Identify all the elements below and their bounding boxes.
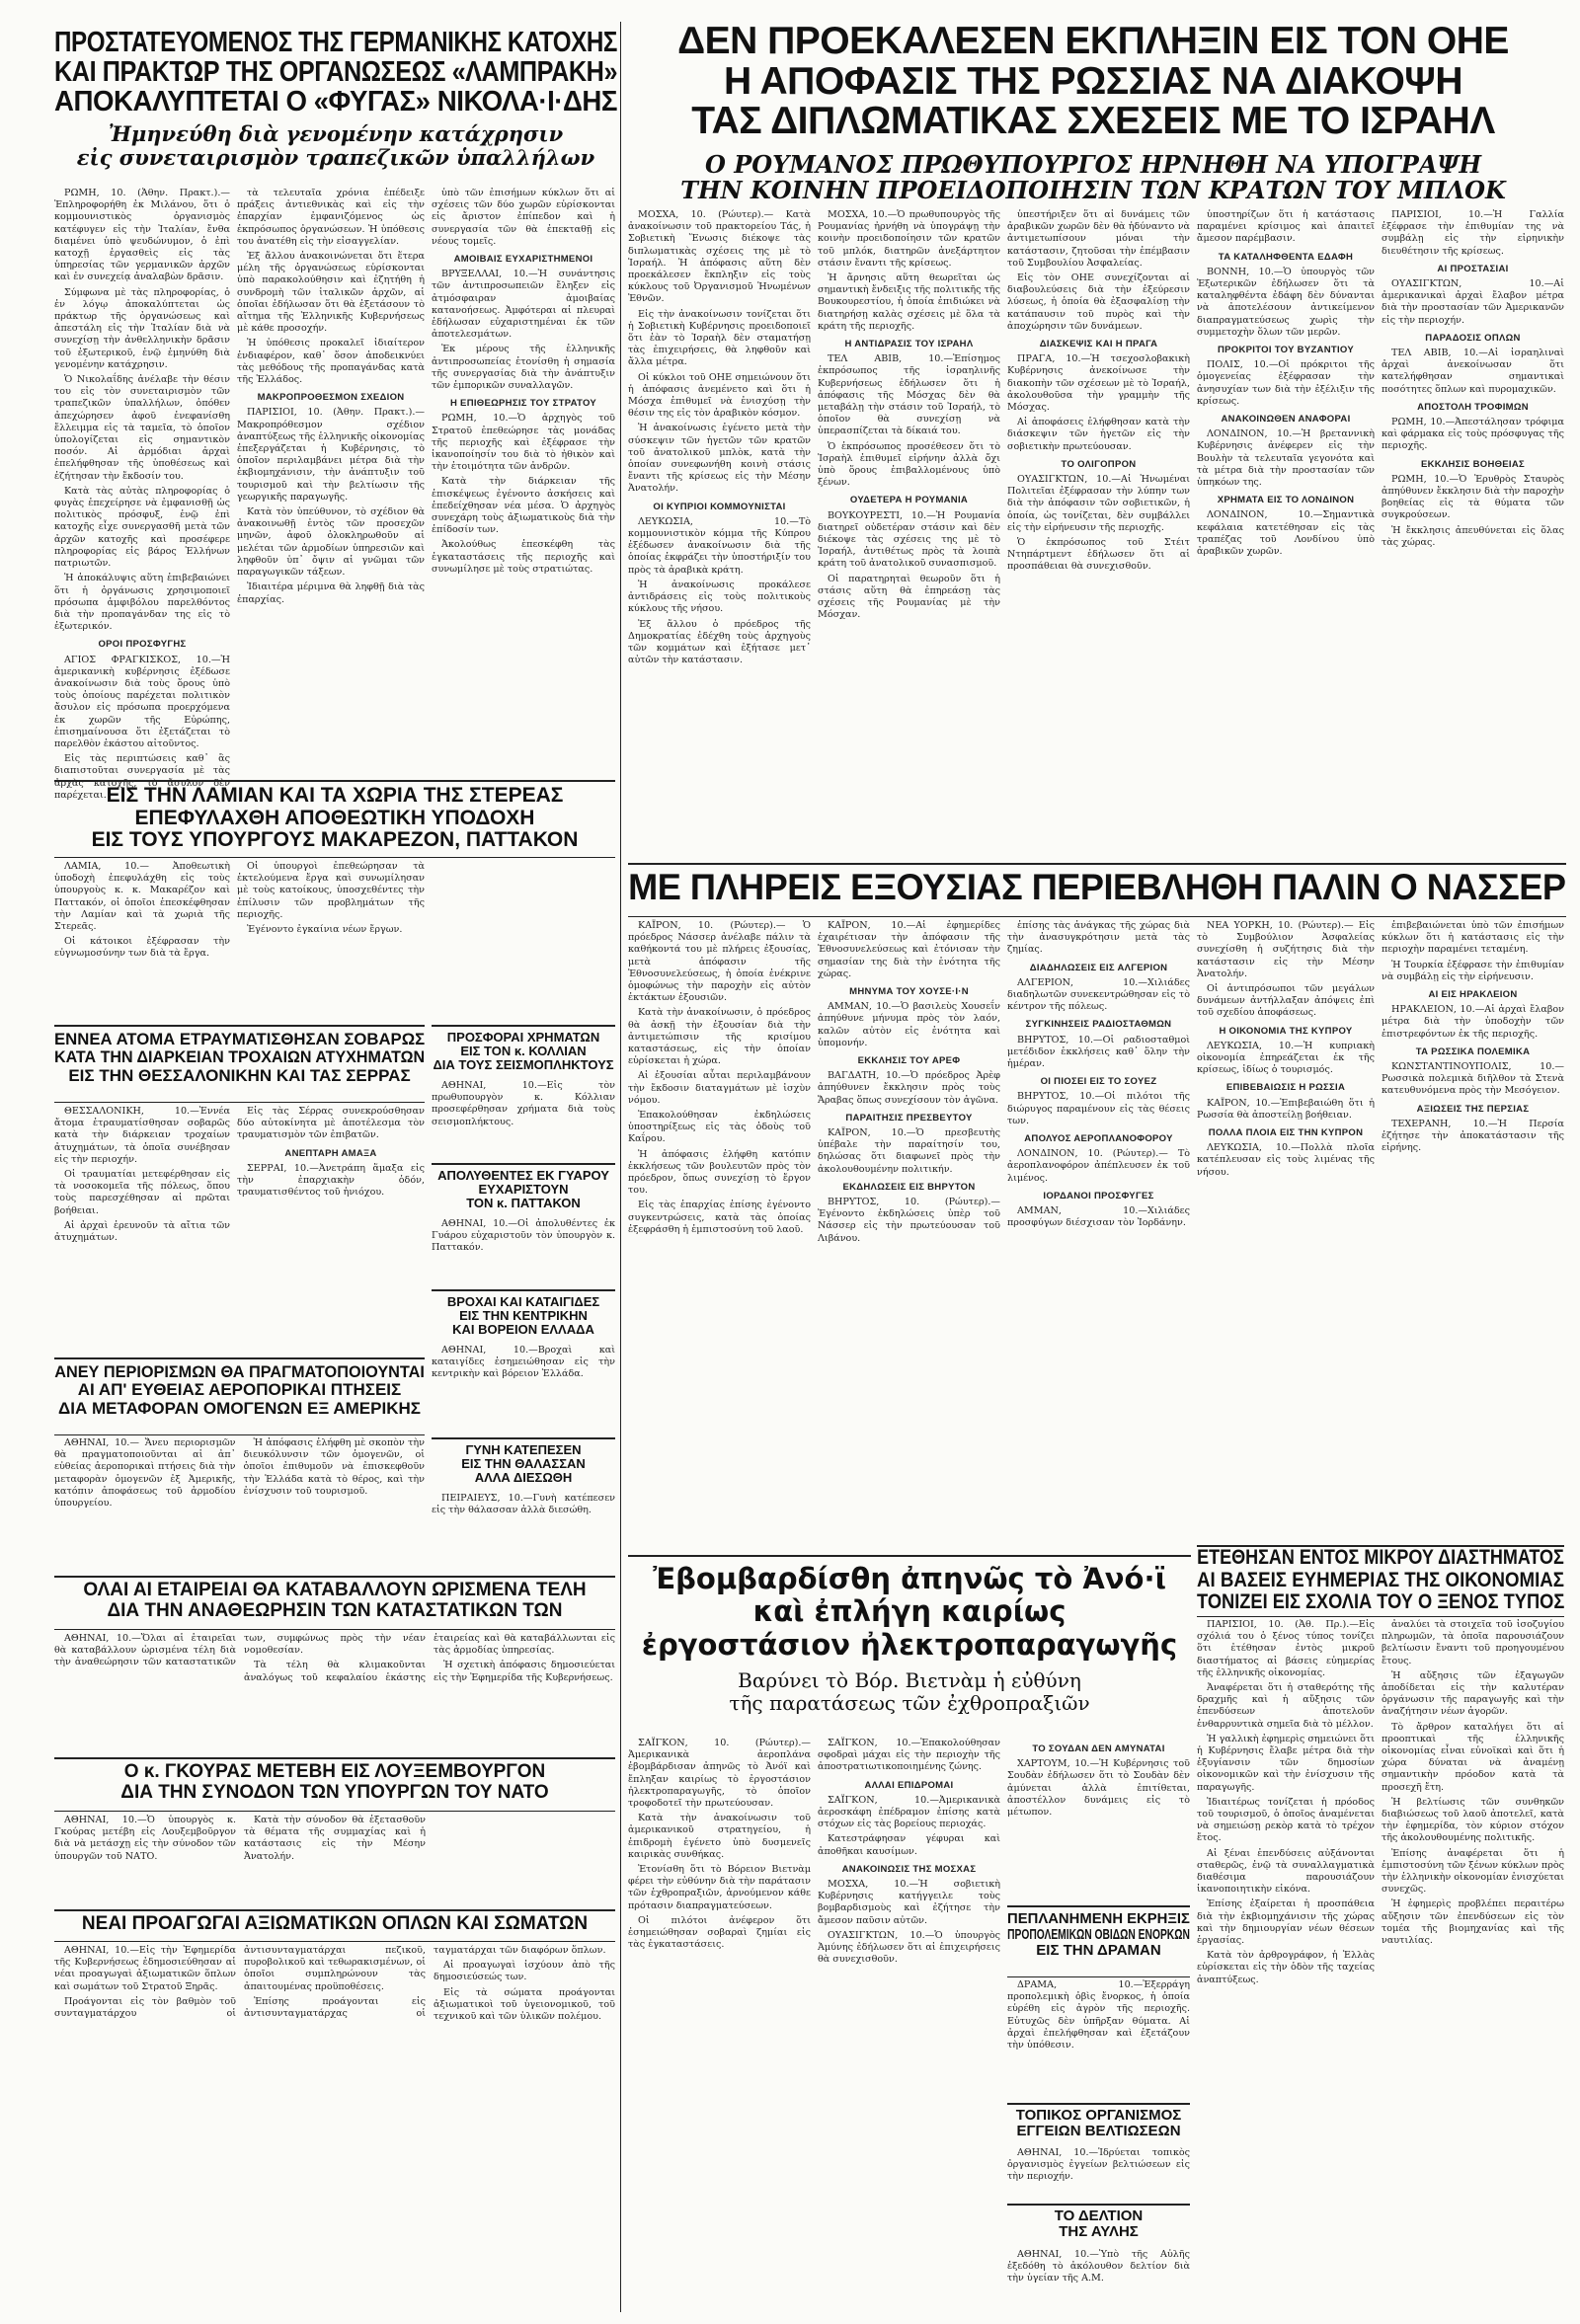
avli-headline-2: ΤΗΣ ΑΥΛΗΣ xyxy=(1059,2223,1139,2241)
section-head: ΟΥΔΕΤΕΡΑ Η ΡΟΥΜΑΝΙΑ xyxy=(849,495,969,506)
promotions-article: ΑΘΗΝΑΙ, 10.—Εἰς τὴν Ἐφημερίδα τῆς Κυβερνήσεως ἐδημοσιεύθησαν αἱ νέαι προαγωγαὶ ἀξιωματικῶν ὅπλων καὶ σωμάτων τοῦ Στρατοῦ Ξηρᾶς. Προάγονται εἰς τὸν βαθμὸν τοῦ συνταγματάρχου οἱ ἀντισυνταγματάρχαι πεζικοῦ, πυροβολικοῦ καὶ τεθωρακισμένων, οἱ ὁποῖοι συμπληρώνουν τὰς ἀπαιτουμένας προϋποθέσεις. Ἐπίσης προάγονται εἰς ἀντισυνταγματάρχας οἱ ταγματάρχαι τῶν διαφόρων ὅπλων. Αἱ προαγωγαὶ ἰσχύουν ἀπὸ τῆς δημοσιεύσεώς των. Εἰς τὰ σώματα προάγονται ἀξιωματικοὶ τοῦ ὑγειονομικοῦ, τοῦ τεχνικοῦ καὶ τῶν ὑλικῶν πολέμου. xyxy=(54,1945,615,2023)
vietnam-column-3: ΤΟ ΣΟΥΔΑΝ ΔΕΝ ΑΜΥΝΑΤΑΙ ΧΑΡΤΟΥΜ, 10.—Ἡ Κυβέρνησις τοῦ Σουδὰν ἐδήλωσεν ὅτι τὸ Σουδὰν δὲν ἀμύνεται ἀλλὰ ἐπιτίθεται, ἀποστέλλον δυνάμεις εἰς τὸ μέτωπον. xyxy=(1007,1743,1190,1819)
left-headline-block xyxy=(54,28,617,176)
drama-headline-2: ΠΡΟΠΟΛΕΜΙΚΩΝ ΟΒΙΔΩΝ ΕΝΟΡΚΩΝ xyxy=(1007,1926,1190,1944)
section-head: ΑΠΟΣΤΟΛΗ ΤΡΟΦΙΜΩΝ xyxy=(1417,401,1529,413)
article-column-9: ΚΑΪΡΟΝ, 10. (Ρώυτερ).— Ὁ πρόεδρος Νάσσερ ἀνέλαβε πάλιν τὰ καθήκοντά του μὲ πλήρεις ἐξουσίας, μετὰ ἀπόφασιν τῆς Ἐθνοσυνελεύσεως, ἡ ὁποία ἐνέκρινε ὁμοφώνως τὴν παροχὴν εἰς αὐτὸν ἐκτάκτων ἐξουσιῶν. Κατὰ τὴν ἀνακοίνωσιν, ὁ πρόεδρος θὰ ἀσκῇ τὴν ἐξουσίαν διὰ τὴν ἀντιμετώπισιν τῆς κρισίμου καταστάσεως, εἰς τὴν ὁποίαν εὑρίσκεται ἡ χώρα. Αἱ ἐξουσίαι αὗται περιλαμβάνουν τὴν ἔκδοσιν διαταγμάτων μὲ ἰσχὺν νόμου. Ἐπακολούθησαν ἐκδηλώσεις ὑποστηρίξεως εἰς τὰς ὁδοὺς τοῦ Καΐρου. Ἡ ἀπόφασις ἐλήφθη κατόπιν ἐκκλήσεως τῶν βουλευτῶν πρὸς τὸν πρόεδρον, ὅπως συνεχίσῃ τὸ ἔργον του. Εἰς τὰς ἐπαρχίας ἐπίσης ἐγένοντο συγκεντρώσεις, κατὰ τὰς ὁποίας ἐξεφράσθη ἡ ἐμπιστοσύνη τοῦ λαοῦ. xyxy=(628,920,812,1235)
article-column-4: ΜΟΣΧΑ, 10. (Ρώυτερ).— Κατὰ ἀνακοίνωσιν τοῦ πρακτορείου Τάς, ἡ Σοβιετικὴ Ἕνωσις διέκοψε τὰς διπλωματικὰς σχέσεις της μὲ τὸ Ἰσραήλ. Ἡ ἀπόφασις αὕτη δὲν προεκάλεσεν ἔκπληξιν εἰς τοὺς κύκλους τοῦ Ὀργανισμοῦ Ἡνωμένων Ἐθνῶν. Εἰς τὴν ἀνακοίνωσιν τονίζεται ὅτι ἡ Σοβιετικὴ Κυβέρνησις προειδοποιεῖ ὅτι ἐὰν τὸ Ἰσραὴλ δὲν σταματήσῃ τὰς ἐπιχειρήσεις, θὰ ληφθοῦν καὶ ἄλλα μέτρα. Οἱ κύκλοι τοῦ ΟΗΕ σημειώνουν ὅτι ἡ ἀπόφασις ἀνεμένετο καὶ ὅτι ἡ Μόσχα ἐπιθυμεῖ νὰ ἐνισχύσῃ τὴν θέσιν της εἰς τὸν ἀραβικὸν κόσμον. Ἡ ἀνακοίνωσις ἐγένετο μετὰ τὴν σύσκεψιν τῶν ἡγετῶν τῶν κρατῶν τοῦ ἀνατολικοῦ μπλὸκ, κατὰ τὴν ὁποίαν συνεφωνήθη κοινὴ στάσις ἔναντι τῆς κρίσεως εἰς τὴν Μέσην Ἀνατολήν. ΟΙ ΚΥΠΡΙΟΙ ΚΟΜΜΟΥΝΙΣΤΑΙ ΛΕΥΚΩΣΙΑ, 10.—Τὸ κομμουνιστικὸν κόμμα τῆς Κύπρου ἐξέδωσεν ἀνακοίνωσιν διὰ τῆς ὁποίας ἐκφράζει τὴν ὑποστήριξίν του πρὸς τὰ ἀραβικὰ κράτη. Ἡ ἀνακοίνωσις προκάλεσε ἀντιδράσεις εἰς τοὺς πολιτικοὺς κύκλους τῆς νήσου. Ἐξ ἄλλου ὁ πρόεδρος τῆς Δημοκρατίας ἐδέχθη τοὺς ἀρχηγοὺς τῶν κομμάτων καὶ ἐξήτασε μετ᾽ αὐτῶν τὴν κατάστασιν. xyxy=(628,209,812,666)
section-head: ΑΛΛΑΙ ΕΠΙΔΡΟΜΑΙ xyxy=(864,1779,954,1791)
section-head: ΟΡΟΙ ΠΡΟΣΦΥΓΗΣ xyxy=(98,639,187,651)
flights-article: ΑΘΗΝΑΙ, 10.— Ἄνευ περιορισμῶν θὰ πραγματοποιοῦνται αἱ ἀπ᾽ εὐθείας ἀεροπορικαὶ πτήσεις διὰ τὴν μεταφορὰν ὁμογενῶν ἐξ Ἀμερικῆς, κατόπιν ἀποφάσεως τοῦ ἁρμοδίου ὑπουργείου. Ἡ ἀπόφασις ἐλήφθη μὲ σκοπὸν τὴν διευκόλυνσιν τῶν ὁμογενῶν, οἱ ὁποῖοι ἐπιθυμοῦν νὰ ἐπισκεφθοῦν τὴν Ἑλλάδα κατὰ τὸ θέρος, καὶ τὴν ἐνίσχυσιν τοῦ τουρισμοῦ. xyxy=(54,1437,425,1510)
vietnam-column-2: ΣΑΪΓΚΟΝ, 10.—Ἐπακολούθησαν σφοδραὶ μάχαι εἰς τὴν περιοχὴν τῆς ἀποστρατιωτικοποιημένης ζώνης. ΑΛΛΑΙ ΕΠΙΔΡΟΜΑΙ ΣΑΪΓΚΟΝ, 10.—Ἀμερικανικὰ ἀεροσκάφη ἐπέδραμον ἐπίσης κατὰ στόχων εἰς τὰς βορείους περιοχάς. Κατεστράφησαν γέφυραι καὶ ἀποθῆκαι καυσίμων. ΑΝΑΚΟΙΝΩΣΙΣ ΤΗΣ ΜΟΣΧΑΣ ΜΟΣΧΑ, 10.—Ἡ σοβιετικὴ Κυβέρνησις κατήγγειλε τοὺς βομβαρδισμοὺς καὶ ἐζήτησε τὴν ἄμεσον παῦσιν αὐτῶν. ΟΥΑΣΙΓΚΤΩΝ, 10.—Ὁ ὑπουργὸς Ἀμύνης ἐδήλωσεν ὅτι αἱ ἐπιχειρήσεις θὰ συνεχισθοῦν. xyxy=(818,1738,1000,1966)
article-column-7: ὑποστηρίζων ὅτι ἡ κατάστασις παραμένει κρίσιμος καὶ ἀπαιτεῖ ἄμεσον παρέμβασιν. ΤΑ ΚΑΤΑΛΗΦΘΕΝΤΑ ΕΔΑΦΗ ΒΟΝΝΗ, 10.—Ὁ ὑπουργὸς τῶν Ἐξωτερικῶν ἐδήλωσεν ὅτι τὰ καταληφθέντα ἐδάφη δὲν δύνανται νὰ ἀποτελέσουν ἀντικείμενον διαπραγματεύσεως χωρὶς τὴν συμμετοχὴν ὅλων τῶν μερῶν. ΠΡΟΚΡΙΤΟΙ ΤΟΥ ΒΥΖΑΝΤΙΟΥ ΠΟΛΙΣ, 10.—Οἱ πρόκριτοι τῆς ὁμογενείας ἐξέφρασαν τὴν ἀνησυχίαν των διὰ τὴν ἐξέλιξιν τῆς κρίσεως. ΑΝΑΚΟΙΝΩΘΕΝ ΑΝΑΦΟΡΑΙ ΛΟΝΔΙΝΟΝ, 10.—Ἡ βρεταννικὴ Κυβέρνησις ἀνέφερεν εἰς τὴν Βουλὴν τὰ τελευταῖα γεγονότα καὶ τὰ μέτρα διὰ τὴν προστασίαν τῶν ὑπηκόων της. ΧΡΗΜΑΤΑ ΕΙΣ ΤΟ ΛΟΝΔΙΝΟΝ ΛΟΝΔΙΝΟΝ, 10.—Σημαντικὰ κεφάλαια κατετέθησαν εἰς τὰς τραπέζας τοῦ Λονδίνου ὑπὸ ἀραβικῶν χωρῶν. xyxy=(1197,209,1375,558)
vietnam-column-1: ΣΑΪΓΚΟΝ, 10. (Ρώυτερ).— Ἀμερικανικὰ ἀεροπλάνα ἐβομβάρδισαν ἀπηνῶς τὸ Ἀνόϊ καὶ ἔπληξαν καιρίως τὸ ἐργοστάσιον ἠλεκτροπαραγωγῆς, τὸ ὁποῖον τροφοδοτεῖ τὴν πρωτεύουσαν. Κατὰ τὴν ἀνακοίνωσιν τοῦ ἀμερικανικοῦ στρατηγείου, ἡ ἐπιδρομὴ ἐγένετο ὑπὸ δυσμενεῖς καιρικὰς συνθήκας. Ἐτονίσθη ὅτι τὸ Βόρειον Βιετνὰμ φέρει τὴν εὐθύνην διὰ τὴν παράτασιν τῶν ἐχθροπραξιῶν, ἀρνούμενον κάθε πρότασιν διαπραγματεύσεων. Οἱ πιλότοι ἀνέφερον ὅτι ἐσημειώθησαν σοβαραὶ ζημίαι εἰς τὰς ἐγκαταστάσεις. xyxy=(628,1738,811,1951)
aegean-article: ΑΘΗΝΑΙ, 10.—Ἱδρύεται τοπικὸς ὀργανισμὸς ἐγγείων βελτιώσεων εἰς τὴν περιοχήν. xyxy=(1007,2147,1190,2183)
lamia-column-1: ΛΑΜΙΑ, 10.— Ἀποθεωτικὴ ὑποδοχὴ ἐπεφυλάχθη εἰς τοὺς ὑπουργοὺς κ. κ. Μακαρέζον καὶ Παττακόν, οἱ ὁποῖοι ἐπεσκέφθησαν τὴν Λαμίαν καὶ τὰ χωριὰ τῆς Στερεᾶς. Οἱ κάτοικοι ἐξέφρασαν τὴν εὐγνωμοσύνην των διὰ τὰ ἔργα. xyxy=(54,861,230,960)
companies-headline-2: ΔΙΑ ΤΗΝ ΑΝΑΘΕΩΡΗΣΙΝ ΤΩΝ ΚΑΤΑΣΤΑΤΙΚΩΝ ΤΩΝ xyxy=(107,1599,563,1621)
accidents-column-1: ΘΕΣΣΑΛΟΝΙΚΗ, 10.—Ἐννέα ἄτομα ἐτραυματίσθησαν σοβαρῶς κατὰ τὴν διάρκειαν τροχαίων ἀτυχημάτων, τὰ ὁποῖα συνέβησαν εἰς τὴν περιοχήν. Οἱ τραυματίαι μετεφέρθησαν εἰς τὰ νοσοκομεῖα τῆς πόλεως, ὅπου τοὺς παρεσχέθησαν αἱ πρῶται βοήθειαι. Αἱ ἀρχαὶ ἐρευνοῦν τὰ αἴτια τῶν ἀτυχημάτων. xyxy=(54,1106,230,1244)
flights-headline-2: ΑΙ ΑΠ' ΕΥΘΕΙΑΣ ΑΕΡΟΠΟΡΙΚΑΙ ΠΤΗΣΕΙΣ xyxy=(77,1380,402,1400)
article-column-13: ἐπιβεβαιώνεται ὑπὸ τῶν ἐπισήμων κύκλων ὅτι ἡ κατάστασις εἰς τὴν περιοχὴν παραμένει τεταμένη. Ἡ Τουρκία ἐξέφρασε τὴν ἐπιθυμίαν νὰ συμβάλῃ εἰς τὴν εἰρήνευσιν. ΑΙ ΕΙΣ ΗΡΑΚΛΕΙΟΝ ΗΡΑΚΛΕΙΟΝ, 10.—Αἱ ἀρχαὶ ἔλαβον μέτρα διὰ τὴν ὑποδοχὴν τῶν ἐπιστρεφόντων ἐκ τῆς περιοχῆς. ΤΑ ΡΩΣΣΙΚΑ ΠΟΛΕΜΙΚΑ ΚΩΝΣΤΑΝΤΙΝΟΥΠΟΛΙΣ, 10.—Ρωσσικὰ πολεμικὰ διῆλθον τὰ Στενὰ κατευθυνόμενα πρὸς τὴν Μεσόγειον. ΑΞΙΩΣΕΙΣ ΤΗΣ ΠΕΡΣΙΑΣ ΤΕΧΕΡΑΝΗ, 10.—Ἡ Περσία ἐζήτησε τὴν ἀποκατάστασιν τῆς εἰρήνης. xyxy=(1382,920,1564,1154)
article-column-12: ΝΕΑ ΥΟΡΚΗ, 10. (Ρώυτερ).— Εἰς τὸ Συμβούλιον Ἀσφαλείας συνεχίσθη ἡ συζήτησις διὰ τὴν κατάστασιν εἰς τὴν Μέσην Ἀνατολήν. Οἱ ἀντιπρόσωποι τῶν μεγάλων δυνάμεων ἀντήλλαξαν ἀπόψεις ἐπὶ τοῦ σχεδίου ἀποφάσεως. Η ΟΙΚΟΝΟΜΙΑ ΤΗΣ ΚΥΠΡΟΥ ΛΕΥΚΩΣΙΑ, 10.—Ἡ κυπριακὴ οἰκονομία ἐπηρεάζεται ἐκ τῆς κρίσεως, ἰδίως ὁ τουρισμός. ΕΠΙΒΕΒΑΙΩΣΙΣ Η ΡΩΣΣΙΑ ΚΑΪΡΟΝ, 10.—Ἐπιβεβαιώθη ὅτι ἡ Ρωσσία θὰ ἀποστείλῃ βοήθειαν. ΠΟΛΛΑ ΠΛΟΙΑ ΕΙΣ ΤΗΝ ΚΥΠΡΟΝ ΛΕΥΚΩΣΙΑ, 10.—Πολλὰ πλοῖα κατέπλευσαν εἰς τοὺς λιμένας τῆς νήσου. xyxy=(1197,920,1375,1178)
woman-headline-block xyxy=(432,1437,615,1491)
nasser-headline-block xyxy=(628,863,1566,917)
woman-headline-2: ΕΙΣ ΤΗΝ ΘΑΛΑΣΣΑΝ xyxy=(461,1456,586,1472)
accidents-column-2: Εἰς τὰς Σέρρας συνεκρούσθησαν δύο αὐτοκίνητα μὲ ἀποτέλεσμα τὸν τραυματισμὸν τῶν ἐπιβατῶν. ΑΝΕΠΤΑΡΗ ΑΜΑΞΑ ΣΕΡΡΑΙ, 10.—Ἀνετράπη ἅμαξα εἰς τὴν ἐπαρχιακὴν ὁδόν, τραυματισθέντος τοῦ ἡνιόχου. xyxy=(237,1106,425,1199)
gyaros-headline-1: ΑΠΟΛΥΘΕΝΤΕΣ ΕΚ ΓΥΑΡΟΥ xyxy=(437,1168,609,1183)
section-head: Η ΕΠΙΘΕΩΡΗΣΙΣ ΤΟΥ ΣΤΡΑΤΟΥ xyxy=(449,398,597,410)
section-head: ΑΠΟΛΥΟΣ ΑΕΡΟΠΛΑΝΟΦΟΡΟΥ xyxy=(1024,1133,1173,1145)
section-head: ΟΙ ΠΙΟΣΕΙ ΕΙΣ ΤΟ ΣΟΥΕΖ xyxy=(1040,1076,1157,1088)
section-head: ΧΡΗΜΑΤΑ ΕΙΣ ΤΟ ΛΟΝΔΙΝΟΝ xyxy=(1217,495,1355,506)
accidents-headline-3: ΕΙΣ ΤΗΝ ΘΕΣΣΑΛΟΝΙΚΗΝ ΚΑΙ ΤΑΣ ΣΕΡΡΑΣ xyxy=(68,1065,411,1085)
gouras-headline-block xyxy=(54,1757,615,1812)
nasser-headline: ΜΕ ΠΛΗΡΕΙΣ ΕΞΟΥΣΙΑΣ ΠΕΡΙΕΒΛΗΘΗ ΠΑΛΙΝ Ο ΝΑΣΣΕΡ xyxy=(628,867,1566,907)
dateline: ΡΩΜΗ, 10. (Ἀθην. Πρακτ.).— xyxy=(64,188,230,198)
right-subheadline-2: ΤΗΝ ΚΟΙΝΗΝ ΠΡΟΕΙΔΟΠΟΙΗΣΙΝ ΤΩΝ ΚΡΑΤΩΝ ΤΟΥ ΜΠΛΟΚ xyxy=(680,176,1506,205)
section-head: ΤΑ ΡΩΣΣΙΚΑ ΠΟΛΕΜΙΚΑ xyxy=(1415,1046,1531,1057)
right-subheadline-1: Ο ΡΟΥΜΑΝΟΣ ΠΡΩΘΥΠΟΥΡΓΟΣ ΗΡΝΗΘΗ ΝΑ ΥΠΟΓΡΑΨΗ xyxy=(704,149,1482,179)
vietnam-headline-1: Ἐβομβαρδίσθη ἀπηνῶς τὸ Ἀνό·ϊ xyxy=(653,1562,1166,1595)
vietnam-headline-2: καὶ ἐπλήγη καιρίως xyxy=(752,1594,1066,1629)
offers-headline-3: ΔΙΑ ΤΟΥΣ ΣΕΙΣΜΟΠΛΗΚΤΟΥΣ xyxy=(433,1057,614,1073)
section-head: ΑΝΑΚΟΙΝΩΣΙΣ ΤΗΣ ΜΟΣΧΑΣ xyxy=(841,1863,977,1875)
flights-headline-1: ΑΝΕΥ ΠΕΡΙΟΡΙΣΜΩΝ ΘΑ ΠΡΑΓΜΑΤΟΠΟΙΟΥΝΤΑΙ xyxy=(54,1362,425,1381)
left-main-headline-2: ΚΑΙ ΠΡΑΚΤΩΡ ΤΗΣ ΟΡΓΑΝΩΣΕΩΣ «ΛΑΜΠΡΑΚΗ» xyxy=(54,56,618,89)
article-column-8: ΠΑΡΙΣΙΟΙ, 10.—Ἡ Γαλλία ἐξέφρασε τὴν ἐπιθυμίαν της νὰ συμβάλῃ εἰς τὴν εἰρηνικὴν διευθέτησιν τῆς κρίσεως. ΑΙ ΠΡΟΣΤΑΣΙΑΙ ΟΥΑΣΙΓΚΤΩΝ, 10.—Αἱ ἀμερικανικαὶ ἀρχαὶ ἔλαβον μέτρα διὰ τὴν προστασίαν τῶν Ἀμερικανῶν εἰς τὴν περιοχήν. ΠΑΡΑΔΟΣΙΣ ΟΠΛΩΝ ΤΕΛ ΑΒΙΒ, 10.—Αἱ ἰσραηλιναὶ ἀρχαὶ ἀνεκοίνωσαν ὅτι κατελήφθησαν σημαντικαὶ ποσότητες ὅπλων καὶ πυρομαχικῶν. ΑΠΟΣΤΟΛΗ ΤΡΟΦΙΜΩΝ ΡΩΜΗ, 10.—Ἀπεστάλησαν τρόφιμα καὶ φάρμακα εἰς τοὺς πρόσφυγας τῆς περιοχῆς. ΕΚΚΛΗΣΙΣ ΒΟΗΘΕΙΑΣ ΡΩΜΗ, 10.—Ὁ Ἐρυθρὸς Σταυρὸς ἀπηύθυνεν ἔκκλησιν διὰ τὴν παροχὴν βοηθείας εἰς τὰ θύματα τῶν συγκρούσεων. Ἡ ἔκκλησις ἀπευθύνεται εἰς ὅλας τὰς χώρας. xyxy=(1382,209,1564,548)
woman-article: ΠΕΙΡΑΙΕΥΣ, 10.—Γυνὴ κατέπεσεν εἰς τὴν θάλασσαν ἀλλὰ διεσώθη. xyxy=(432,1493,615,1516)
dateline: ΠΑΡΙΣΙΟΙ, 10. (Ἀθην. Πρακτ.).— xyxy=(247,407,425,419)
promotions-headline: ΝΕΑΙ ΠΡΟΑΓΩΓΑΙ ΑΞΙΩΜΑΤΙΚΩΝ ΟΠΛΩΝ ΚΑΙ ΣΩΜΑΤΩΝ xyxy=(81,1913,589,1934)
section-head: ΠΑΡΑΔΟΣΙΣ ΟΠΛΩΝ xyxy=(1425,332,1521,344)
right-main-headline-1: ΔΕΝ ΠΡΟΕΚΑΛΕΣΕΝ ΕΚΠΛΗΞΙΝ ΕΙΣ ΤΟΝ ΟΗΕ xyxy=(677,20,1509,62)
offers-headline-block xyxy=(432,1025,615,1078)
section-head: ΑΝΕΠΤΑΡΗ ΑΜΑΞΑ xyxy=(284,1147,377,1159)
section-head: ΕΠΙΒΕΒΑΙΩΣΙΣ Η ΡΩΣΣΙΑ xyxy=(1225,1082,1346,1094)
section-head: ΣΥΓΚΙΝΗΣΕΙΣ ΡΑΔΙΟΣΤΑΘΜΩΝ xyxy=(1025,1019,1172,1031)
article-column-6: ὑπεστήριξεν ὅτι αἱ δυνάμεις τῶν ἀραβικῶν χωρῶν δὲν θὰ ἠδύναντο νὰ ἀντιμετωπίσουν μόναι τὴν κατάστασιν, ζητοῦσαι τὴν ἐπέμβασιν τοῦ Συμβουλίου Ἀσφαλείας. Εἰς τὸν ΟΗΕ συνεχίζονται αἱ διαβουλεύσεις διὰ τὴν ἐξεύρεσιν λύσεως, ἡ ὁποία θὰ ἐξασφαλίσῃ τὴν κατάπαυσιν τοῦ πυρὸς καὶ τὴν ἀποχώρησιν τῶν δυνάμεων. ΔΙΑΣΚΕΨΙΣ ΚΑΙ Η ΠΡΑΓΑ ΠΡΑΓΑ, 10.—Ἡ τσεχοσλοβακικὴ Κυβέρνησις ἀνεκοίνωσε τὴν διακοπὴν τῶν σχέσεων μὲ τὸ Ἰσραήλ, ἀκολουθοῦσα τὴν γραμμὴν τῆς Μόσχας. Αἱ ἀποφάσεις ἐλήφθησαν κατὰ τὴν διάσκεψιν τῶν ἡγετῶν εἰς τὴν σοβιετικὴν πρωτεύουσαν. ΤΟ ΟΛΙΓΟΠΡΟΝ ΟΥΑΣΙΓΚΤΩΝ, 10.—Αἱ Ἡνωμέναι Πολιτεῖαι ἐξέφρασαν τὴν λύπην των διὰ τὴν ἀπόφασιν τῶν σοβιετικῶν, ἡ ὁποία, ὡς τονίζεται, δὲν συμβάλλει εἰς τὴν εἰρήνευσιν τῆς περιοχῆς. Ὁ ἐκπρόσωπος τοῦ Στέιτ Ντηπάρτμεντ ἐδήλωσεν ὅτι αἱ προσπάθειαι θὰ συνεχισθοῦν. xyxy=(1007,209,1190,573)
rain-headline-2: ΕΙΣ ΤΗΝ ΚΕΝΤΡΙΚΗΝ xyxy=(459,1308,588,1324)
gyaros-headline-block xyxy=(432,1163,615,1216)
drama-headline-block xyxy=(1007,1905,1190,1977)
left-subheadline-2: εἰς συνεταιρισμὸν τραπεζικῶν ὑπαλλήλων xyxy=(76,144,595,170)
section-head: ΔΙΑΣΚΕΨΙΣ ΚΑΙ Η ΠΡΑΓΑ xyxy=(1039,339,1158,350)
section-head: ΕΚΔΗΛΩΣΕΙΣ ΕΙΣ ΒΗΡΥΤΟΝ xyxy=(842,1181,976,1193)
column-rule xyxy=(620,22,621,2312)
section-head: ΤΟ ΟΛΙΓΟΠΡΟΝ xyxy=(1061,458,1137,470)
section-head: Η ΑΝΤΙΔΡΑΣΙΣ ΤΟΥ ΙΣΡΑΗΛ xyxy=(844,339,974,350)
dateline: ΛΑΜΙΑ, 10.— xyxy=(64,861,149,872)
dateline: ΚΑΪΡΟΝ, 10. (Ρώυτερ).— xyxy=(638,920,786,931)
article-column-1: ΡΩΜΗ, 10. (Ἀθην. Πρακτ.).— Ἐπληροφορήθη ἐκ Μιλάνου, ὅτι ὁ κομμουνιστικὸς ὀργανισμὸς κατέφυγεν εἰς τὴν Ἰταλίαν, ἔνθα διαμένει ὑπὸ ψευδώνυμον, ὁ ἐπὶ κατοχῇ ἐργασθεὶς εἰς τὰς ὑπηρεσίας τῶν γερμανικῶν ἀρχῶν καὶ ἐν συνεχείᾳ ἀναλαβὼν δρᾶσιν. Σύμφωνα μὲ τὰς πληροφορίας, ὁ ἐν λόγῳ ἀποκαλύπτεται ὡς πράκτωρ τῆς ὀργανώσεως καὶ ἀπεστάλη εἰς τὴν Ἰταλίαν διὰ νὰ συνεχίσῃ τὴν ἀνθελληνικὴν δρᾶσιν τοῦ ἐξωτερικοῦ, ἐνῷ ἐμηνύθη διὰ γενομένην κατάχρησιν. Ὁ Νικολαΐδης ἀνέλαβε τὴν θέσιν του εἰς τὸν συνεταιρισμὸν τῶν τραπεζικῶν ὑπαλλήλων, ὁπόθεν ἀπεχώρησεν ἀφοῦ ἐνεφανίσθη ἔλλειμμα εἰς τὰ ταμεῖα, τὸ ὁποῖον ὑπολογίζεται εἰς σημαντικὸν ποσόν. Αἱ ἀρμόδιαι ἀρχαὶ ἐπελήφθησαν τῆς ὑποθέσεως καὶ ἐζήτησαν τὴν ἔκδοσίν του. Κατὰ τὰς αὐτὰς πληροφορίας ὁ φυγὰς ἐπεχείρησε νὰ ἐμφανισθῇ ὡς πολιτικὸς πρόσφυξ, ἐνῷ ἐπὶ κατοχῆς εἶχε συνεργασθῆ μετὰ τῶν ἀρχῶν κατοχῆς καὶ προσέφερε πληροφορίας εἰς βάρος Ἑλλήνων πατριωτῶν. Ἡ ἀποκάλυψις αὕτη ἐπιβεβαιώνει ὅτι ἡ ὀργάνωσις χρησιμοποιεῖ πρόσωπα ἀμφιβόλου παρελθόντος διὰ τὴν προπαγάνδαν της εἰς τὸ ἐξωτερικόν. ΟΡΟΙ ΠΡΟΣΦΥΓΗΣ ΑΓΙΟΣ ΦΡΑΓΚΙΣΚΟΣ, 10.—Ἡ ἀμερικανικὴ κυβέρνησις ἐξέδωσε ἀνακοίνωσιν διὰ τοὺς ὅρους ὑπὸ τοὺς ὁποίους παρέχεται πολιτικὸν ἄσυλον εἰς πρόσωπα προερχόμενα ἐκ χωρῶν τῆς Εὐρώπης, ἐπισημαίνουσα ὅτι ἐξετάζεται τὸ παρελθὸν ἑκάστου αἰτοῦντος. Εἰς τὰς περιπτώσεις καθ᾽ ἃς διαπιστοῦται συνεργασία μὲ τὰς ἀρχὰς κατοχῆς, τὸ ἄσυλον δὲν παρέχεται. xyxy=(54,188,230,801)
lamia-headline-block xyxy=(54,780,615,858)
section-head: ΤΑ ΚΑΤΑΛΗΦΘΕΝΤΑ ΕΔΑΦΗ xyxy=(1218,251,1354,263)
rain-headline-1: ΒΡΟΧΑΙ ΚΑΙ ΚΑΤΑΙΓΙΔΕΣ xyxy=(446,1294,600,1309)
section-head: ΑΙ ΠΡΟΣΤΑΣΙΑΙ xyxy=(1437,263,1509,274)
vietnam-subheadline-2: τῆς παρατάσεως τῶν ἐχθροπραξιῶν xyxy=(729,1691,1090,1716)
economy-headline-2: ΑΙ ΒΑΣΕΙΣ ΕΥΗΜΕΡΙΑΣ ΤΗΣ ΟΙΚΟΝΟΜΙΑΣ xyxy=(1197,1568,1564,1591)
section-head: ΠΡΟΚΡΙΤΟΙ ΤΟΥ ΒΥΖΑΝΤΙΟΥ xyxy=(1218,345,1354,356)
offers-article: ΑΘΗΝΑΙ, 10.—Εἰς τὸν πρωθυπουργὸν κ. Κόλλιαν προσεφέρθησαν χρήματα διὰ τοὺς σεισμοπλήκτους. xyxy=(432,1080,615,1127)
aegean-headline-2: ΕΓΓΕΙΩΝ ΒΕΛΤΙΩΣΕΩΝ xyxy=(1016,2123,1181,2140)
aegean-headline-1: ΤΟΠΙΚΟΣ ΟΡΓΑΝΙΣΜΟΣ xyxy=(1015,2107,1182,2124)
economy-headline-1: ΕΤΕΘΗΣΑΝ ΕΝΤΟΣ ΜΙΚΡΟΥ ΔΙΑΣΤΗΜΑΤΟΣ xyxy=(1197,1546,1564,1569)
woman-headline-3: ΑΛΛΑ ΔΙΕΣΩΘΗ xyxy=(474,1470,573,1486)
flights-headline-block xyxy=(54,1357,425,1435)
right-main-headline-2: Η ΑΠΟΦΑΣΙΣ ΤΗΣ ΡΩΣΣΙΑΣ ΝΑ ΔΙΑΚΟΨΗ xyxy=(723,59,1463,103)
section-head: ΑΝΑΚΟΙΝΩΘΕΝ ΑΝΑΦΟΡΑΙ xyxy=(1221,414,1351,426)
article-column-5: ΜΟΣΧΑ, 10.—Ὁ πρωθυπουργὸς τῆς Ρουμανίας ἠρνήθη νὰ ὑπογράψῃ τὴν κοινὴν προειδοποίησιν τῶν κρατῶν τοῦ μπλόκ, διατηρῶν ἀνεξάρτητον στάσιν ἔναντι τῆς κρίσεως. Ἡ ἄρνησις αὕτη θεωρεῖται ὡς σημαντικὴ ἔνδειξις τῆς πολιτικῆς τῆς Βουκουρεστίου, ἡ ὁποία ἐπιδιώκει νὰ διατηρήσῃ καλὰς σχέσεις μὲ ὅλα τὰ κράτη τῆς περιοχῆς. Η ΑΝΤΙΔΡΑΣΙΣ ΤΟΥ ΙΣΡΑΗΛ ΤΕΛ ΑΒΙΒ, 10.—Ἐπίσημος ἐκπρόσωπος τῆς ἰσραηλινῆς Κυβερνήσεως ἐδήλωσεν ὅτι ἡ ἀπόφασις τῆς Μόσχας δὲν θὰ μεταβάλῃ τὴν στάσιν τοῦ Ἰσραήλ, τὸ ὁποῖον θὰ συνεχίσῃ νὰ ὑπερασπίζεται τὰ δίκαιά του. Ὁ ἐκπρόσωπος προσέθεσεν ὅτι τὸ Ἰσραὴλ ἐπιθυμεῖ εἰρήνην ἀλλὰ ὄχι ὑπὸ ὅρους ἐπιβαλλομένους ὑπὸ ξένων. ΟΥΔΕΤΕΡΑ Η ΡΟΥΜΑΝΙΑ ΒΟΥΚΟΥΡΕΣΤΙ, 10.—Ἡ Ρουμανία διατηρεῖ οὐδετέραν στάσιν καὶ δὲν διέκοψε τὰς σχέσεις της μὲ τὸ Ἰσραήλ, ἀντιθέτως πρὸς τὰ λοιπὰ κράτη τοῦ ἀνατολικοῦ συνασπισμοῦ. Οἱ παρατηρηταὶ θεωροῦν ὅτι ἡ στάσις αὕτη θὰ ἐπηρεάσῃ τὰς σχέσεις τῆς Ρουμανίας μὲ τὴν Μόσχαν. xyxy=(818,209,1000,621)
dateline: ΑΘΗΝΑΙ, 10.— xyxy=(64,1437,139,1448)
accidents-headline-2: ΚΑΤΑ ΤΗΝ ΔΙΑΡΚΕΙΑΝ ΤΡΟΧΑΙΩΝ ΑΤΥΧΗΜΑΤΩΝ xyxy=(54,1047,426,1067)
economy-column-1: ΠΑΡΙΣΙΟΙ, 10. (Ἀθ. Πρ.).—Εἰς σχόλιά του ὁ ξένος τύπος τονίζει ὅτι ἐτέθησαν ἐντὸς μικροῦ διαστήματος αἱ βάσεις εὐημερίας τῆς ἑλληνικῆς οἰκονομίας. Ἀναφέρεται ὅτι ἡ σταθερότης τῆς δραχμῆς καὶ ἡ αὔξησις τῶν ἐπενδύσεων ἀποτελοῦν ἐνθαρρυντικὰ σημεῖα διὰ τὸ μέλλον. Ἡ γαλλικὴ ἐφημερὶς σημειώνει ὅτι ἡ Κυβέρνησις ἔλαβε μέτρα διὰ τὴν ἐξυγίανσιν τῶν δημοσίων οἰκονομικῶν καὶ τὴν ἐνίσχυσιν τῆς παραγωγῆς. Ἰδιαιτέρως τονίζεται ἡ πρόοδος τοῦ τουρισμοῦ, ὁ ὁποῖος ἀναμένεται νὰ σημειώσῃ ρεκὸρ κατὰ τὸ τρέχον ἔτος. Αἱ ξέναι ἐπενδύσεις αὐξάνονται σταθερῶς, ἐνῷ τὰ συναλλαγματικὰ διαθέσιμα παρουσιάζουν ἱκανοποιητικὴν εἰκόνα. Ἐπίσης ἐξαίρεται ἡ προσπάθεια διὰ τὴν ἐκβιομηχάνισιν τῆς χώρας καὶ τὴν δημιουργίαν νέων θέσεων ἐργασίας. Κατὰ τὸν ἀρθρογράφον, ἡ Ἑλλὰς εὑρίσκεται εἰς τὴν ὁδὸν τῆς ταχείας ἀναπτύξεως. xyxy=(1197,1619,1375,1985)
vietnam-subheadline-1: Βαρύνει τὸ Βόρ. Βιετνὰμ ἡ εὐθύνη xyxy=(738,1668,1081,1693)
dateline: ΛΟΝΔΙΝΟΝ, 10. (Ρώυτερ).— xyxy=(1017,1148,1168,1160)
section-head: ΕΚΚΛΗΣΙΣ ΒΟΗΘΕΙΑΣ xyxy=(1420,458,1526,470)
section-head: ΠΑΡΑΙΤΗΣΙΣ ΠΡΕΣΒΕΥΤΟΥ xyxy=(845,1112,973,1123)
vietnam-headline-3: ἐργοστάσιον ἠλεκτροπαραγωγῆς xyxy=(641,1627,1178,1662)
companies-headline-block xyxy=(54,1576,615,1630)
gyaros-headline-3: ΤΟΝ κ. ΠΑΤΤΑΚΟΝ xyxy=(466,1196,581,1211)
lamia-headline-1: ΕΙΣ ΤΗΝ ΛΑΜΙΑΝ ΚΑΙ ΤΑ ΧΩΡΙΑ ΤΗΣ ΣΤΕΡΕΑΣ xyxy=(106,784,564,807)
section-head: ΜΑΚΡΟΠΡΟΘΕΣΜΟΝ ΣΧΕΔΙΟΝ xyxy=(257,392,405,404)
gouras-article: ΑΘΗΝΑΙ, 10.—Ὁ ὑπουργὸς κ. Γκούρας μετέβη εἰς Λουξεμβοῦργον διὰ νὰ μετάσχῃ εἰς τὴν σύνοδον τῶν ὑπουργῶν τοῦ ΝΑΤΟ. Κατὰ τὴν σύνοδον θὰ ἐξετασθοῦν τὰ θέματα τῆς συμμαχίας καὶ ἡ κατάστασις εἰς τὴν Μέσην Ἀνατολήν. xyxy=(54,1815,426,1862)
promotions-headline-block xyxy=(54,1909,615,1942)
rain-headline-block xyxy=(432,1289,615,1343)
rain-headline-3: ΚΑΙ ΒΟΡΕΙΟΝ ΕΛΛΑΔΑ xyxy=(452,1322,594,1338)
economy-column-2: ἀναλύει τὰ στοιχεῖα τοῦ ἰσοζυγίου πληρωμῶν, τὰ ὁποῖα παρουσιάζουν βελτίωσιν ἔναντι τοῦ προηγουμένου ἔτους. Ἡ αὔξησις τῶν ἐξαγωγῶν ἀποδίδεται εἰς τὴν καλυτέραν ὀργάνωσιν τῆς παραγωγῆς καὶ τὴν ἀναζήτησιν νέων ἀγορῶν. Τὸ ἄρθρον καταλήγει ὅτι αἱ προοπτικαὶ τῆς ἑλληνικῆς οἰκονομίας εἶναι εὐνοϊκαὶ καὶ ὅτι ἡ χώρα δύναται νὰ ἀναμένῃ σημαντικὴν πρόοδον κατὰ τὰ προσεχῆ ἔτη. Ἡ βελτίωσις τῶν συνθηκῶν διαβιώσεως τοῦ λαοῦ ἀποτελεῖ, κατὰ τὴν ἐφημερίδα, τὸν κύριον στόχον τῆς ἀκολουθουμένης πολιτικῆς. Ἐπίσης ἀναφέρεται ὅτι ἡ ἐμπιστοσύνη τῶν ξένων κύκλων πρὸς τὴν ἑλληνικὴν οἰκονομίαν ἐνισχύεται συνεχῶς. Ἡ ἐφημερὶς προβλέπει περαιτέρω αὔξησιν τῶν ἐπενδύσεων εἰς τὸν τομέα τῆς βιομηχανίας καὶ τῆς ναυτιλίας. xyxy=(1382,1619,1564,1947)
section-head: ΤΟ ΣΟΥΔΑΝ ΔΕΝ ΑΜΥΝΑΤΑΙ xyxy=(1032,1743,1165,1754)
woman-headline-1: ΓΥΝΗ ΚΑΤΕΠΕΣΕΝ xyxy=(465,1442,582,1457)
section-head: ΑΙ ΕΙΣ ΗΡΑΚΛΕΙΟΝ xyxy=(1428,989,1518,1001)
section-head: Η ΟΙΚΟΝΟΜΙΑ ΤΗΣ ΚΥΠΡΟΥ xyxy=(1219,1025,1353,1037)
section-head: ΠΟΛΛΑ ΠΛΟΙΑ ΕΙΣ ΤΗΝ ΚΥΠΡΟΝ xyxy=(1208,1127,1364,1139)
rain-article: ΑΘΗΝΑΙ, 10.—Βροχαὶ καὶ καταιγίδες ἐσημειώθησαν εἰς τὴν κεντρικὴν καὶ βόρειον Ἑλλάδα. xyxy=(432,1345,615,1380)
left-main-headline-3: ΑΠΟΚΑΛΥΠΤΕΤΑΙ Ο «ΦΥΓΑΣ» ΝΙΚΟΛΑ·Ι·ΔΗΣ xyxy=(54,86,618,118)
dateline: ΜΟΣΧΑ, 10. (Ρώυτερ).— xyxy=(638,209,774,220)
dateline: ΣΑΪΓΚΟΝ, 10. (Ρώυτερ).— xyxy=(638,1738,811,1748)
accidents-headline-block xyxy=(54,1025,425,1103)
dateline: ΝΕΑ ΥΟΡΚΗ, 10. (Ρώυτερ).— xyxy=(1207,920,1354,931)
article-column-3: ὑπὸ τῶν ἐπισήμων κύκλων ὅτι αἱ σχέσεις τῶν δύο χωρῶν εὑρίσκονται εἰς ἄριστον ἐπίπεδον καὶ ἡ συνεργασία τῶν θὰ ἐπεκταθῇ εἰς νέους τομεῖς. ΑΜΟΙΒΑΙΣ ΕΥΧΑΡΙΣΤΗΜΕΝΟΙ ΒΡΥΞΕΛΛΑΙ, 10.—Ἡ συνάντησις τῶν ἀντιπροσωπειῶν ἔληξεν εἰς ἀτμόσφαιραν ἀμοιβαίας κατανοήσεως. Ἀμφότεραι αἱ πλευραὶ ἐδήλωσαν εὐχαριστημέναι ἐκ τῶν ἀποτελεσμάτων. Ἐκ μέρους τῆς ἑλληνικῆς ἀντιπροσωπείας ἐτονίσθη ἡ σημασία τῆς συνεργασίας διὰ τὴν ἀνάπτυξιν τῶν ἐμπορικῶν συναλλαγῶν. Η ΕΠΙΘΕΩΡΗΣΙΣ ΤΟΥ ΣΤΡΑΤΟΥ ΡΩΜΗ, 10.—Ὁ ἀρχηγὸς τοῦ Στρατοῦ ἐπεθεώρησε τὰς μονάδας τῆς περιοχῆς καὶ ἐξέφρασε τὴν ἱκανοποίησίν του διὰ τὸ ἠθικὸν καὶ τὴν ἑτοιμότητα τῶν ἀνδρῶν. Κατὰ τὴν διάρκειαν τῆς ἐπισκέψεως ἐγένοντο ἀσκήσεις καὶ ἐπεδείχθησαν νέα μέσα. Ὁ ἀρχηγὸς συνεχάρη τοὺς ἀξιωματικοὺς διὰ τὴν ἐπίδοσίν των. Ἀκολούθως ἐπεσκέφθη τὰς ἐγκαταστάσεις τῆς περιοχῆς καὶ συνωμίλησε μὲ τοὺς στρατιώτας. xyxy=(432,188,615,575)
right-main-headline-3: ΤΑΣ ΔΙΠΛΩΜΑΤΙΚΑΣ ΣΧΕΣΕΙΣ ΜΕ ΤΟ ΙΣΡΑΗΛ xyxy=(691,100,1495,143)
right-headline-block xyxy=(624,22,1562,209)
left-subheadline-1: Ἠμηνεύθη διὰ γενομένην κατάχρησιν xyxy=(108,121,564,147)
accidents-headline-1: ΕΝΝΕΑ ΑΤΟΜΑ ΕΤΡΑΥΜΑΤΙΣΘΗΣΑΝ ΣΟΒΑΡΩΣ xyxy=(54,1030,426,1048)
avli-headline-1: ΤΟ ΔΕΛΤΙΟΝ xyxy=(1054,2208,1144,2224)
left-main-headline-1: ΠΡΟΣΤΑΤΕΥΟΜΕΝΟΣ ΤΗΣ ΓΕΡΜΑΝΙΚΗΣ ΚΑΤΟΧΗΣ xyxy=(54,27,617,58)
article-column-10: ΚΑΪΡΟΝ, 10.—Αἱ ἐφημερίδες ἐχαιρέτισαν τὴν ἀπόφασιν τῆς Ἐθνοσυνελεύσεως καὶ ἐτόνισαν τὴν σημασίαν της διὰ τὴν ἑνότητα τῆς χώρας. ΜΗΝΥΜΑ ΤΟΥ ΧΟΥΣΕ·Ι·Ν ΑΜΜΑΝ, 10.—Ὁ βασιλεὺς Χουσεΐν ἀπηύθυνε μήνυμα πρὸς τὸν λαόν, καλῶν αὐτὸν εἰς ἑνότητα καὶ ὑπομονήν. ΕΚΚΛΗΣΙΣ ΤΟΥ ΑΡΕΦ ΒΑΓΔΑΤΗ, 10.—Ὁ πρόεδρος Ἀρὲφ ἀπηύθυνεν ἔκκλησιν πρὸς τοὺς Ἄραβας ὅπως συνεχίσουν τὸν ἀγῶνα. ΠΑΡΑΙΤΗΣΙΣ ΠΡΕΣΒΕΥΤΟΥ ΚΑΪΡΟΝ, 10.—Ὁ πρεσβευτὴς ὑπέβαλε τὴν παραίτησίν του, δηλώσας ὅτι διαφωνεῖ πρὸς τὴν ἀκολουθουμένην πολιτικήν. ΕΚΔΗΛΩΣΕΙΣ ΕΙΣ ΒΗΡΥΤΟΝ ΒΗΡΥΤΟΣ, 10. (Ρώυτερ).— Ἐγένοντο ἐκδηλώσεις ὑπὲρ τοῦ Νάσσερ εἰς τὴν πρωτεύουσαν τοῦ Λιβάνου. xyxy=(818,920,1000,1244)
offers-headline-1: ΠΡΟΣΦΟΡΑΙ ΧΡΗΜΑΤΩΝ xyxy=(446,1030,600,1045)
drama-headline-3: ΕΙΣ ΤΗΝ ΔΡΑΜΑΝ xyxy=(1036,1942,1161,1960)
section-head: ΜΗΝΥΜΑ ΤΟΥ ΧΟΥΣΕ·Ι·Ν xyxy=(849,986,969,998)
section-head: ΑΜΟΙΒΑΙΣ ΕΥΧΑΡΙΣΤΗΜΕΝΟΙ xyxy=(453,254,593,266)
companies-headline-1: ΟΛΑΙ ΑΙ ΕΤΑΙΡΕΙΑΙ ΘΑ ΚΑΤΑΒΑΛΛΟΥΝ ΩΡΙΣΜΕΝΑ ΤΕΛΗ xyxy=(83,1580,587,1600)
lamia-column-2: Οἱ ὑπουργοὶ ἐπεθεώρησαν τὰ ἐκτελούμενα ἔργα καὶ συνωμίλησαν μὲ τοὺς κατοίκους, ὑποσχεθέντες τὴν ἐπίλυσιν τῶν προβλημάτων τῆς περιοχῆς. Ἐγένοντο ἐγκαίνια νέων ἔργων. xyxy=(237,861,425,936)
aegean-headline-block xyxy=(1007,2103,1190,2148)
flights-headline-3: ΔΙΑ ΜΕΤΑΦΟΡΑΝ ΟΜΟΓΕΝΩΝ ΕΞ ΑΜΕΡΙΚΗΣ xyxy=(58,1398,421,1418)
drama-article: ΔΡΑΜΑ, 10.—Ἐξερράγη προπολεμικὴ ὀβὶς ἔνορκος, ἡ ὁποία εὑρέθη εἰς ἀγρὸν τῆς περιοχῆς. Εὐτυχῶς δὲν ὑπῆρξαν θύματα. Αἱ ἀρχαὶ ἐπελήφθησαν καὶ ἐξετάζουν τὴν ὑπόθεσιν. xyxy=(1007,1979,1190,2052)
companies-article: ΑΘΗΝΑΙ, 10.—Ὅλαι αἱ ἑταιρεῖαι θὰ καταβάλλουν ὡρισμένα τέλη διὰ τὴν ἀναθεώρησιν τῶν καταστατικῶν των, συμφώνως πρὸς τὴν νέαν νομοθεσίαν. Τὰ τέλη θὰ κλιμακοῦνται ἀναλόγως τοῦ κεφαλαίου ἑκάστης ἑταιρείας καὶ θὰ καταβάλλωνται εἰς τὰς ἁρμοδίας ὑπηρεσίας. Ἡ σχετικὴ ἀπόφασις δημοσιεύεται εἰς τὴν Ἐφημερίδα τῆς Κυβερνήσεως. xyxy=(54,1633,615,1683)
drama-headline-1: ΠΕΠΛΑΝΗΜΕΝΗ ΕΚΡΗΞΙΣ xyxy=(1007,1910,1190,1927)
economy-headline-3: ΤΟΝΙΖΕΙ ΕΙΣ ΣΧΟΛΙΑ ΤΟΥ Ο ΞΕΝΟΣ ΤΥΠΟΣ xyxy=(1197,1590,1565,1614)
lamia-headline-3: ΕΙΣ ΤΟΥΣ ΥΠΟΥΡΓΟΥΣ ΜΑΚΑΡΕΖΟΝ, ΠΑΤΤΑΚΟΝ xyxy=(91,828,579,852)
vietnam-headline-block xyxy=(628,1555,1191,1730)
dateline: ΒΗΡΥΤΟΣ, 10. (Ρώυτερ).— xyxy=(828,1197,1000,1208)
article-column-11: ἐπίσης τὰς ἀνάγκας τῆς χώρας διὰ τὴν ἀνασυγκρότησιν μετὰ τὰς ζημίας. ΔΙΑΔΗΛΩΣΕΙΣ ΕΙΣ ΑΛΓΕΡΙΟΝ ΑΛΓΕΡΙΟΝ, 10.—Χιλιάδες διαδηλωτῶν συνεκεντρώθησαν εἰς τὸ κέντρον τῆς πόλεως. ΣΥΓΚΙΝΗΣΕΙΣ ΡΑΔΙΟΣΤΑΘΜΩΝ ΒΗΡΥΤΟΣ, 10.—Οἱ ραδιοσταθμοὶ μετέδιδον ἐκκλήσεις καθ᾽ ὅλην τὴν ἡμέραν. ΟΙ ΠΙΟΣΕΙ ΕΙΣ ΤΟ ΣΟΥΕΖ ΒΗΡΥΤΟΣ, 10.—Οἱ πιλότοι τῆς διώρυγος παραμένουν εἰς τὰς θέσεις των. ΑΠΟΛΥΟΣ ΑΕΡΟΠΛΑΝΟΦΟΡΟΥ ΛΟΝΔΙΝΟΝ, 10. (Ρώυτερ).— Τὸ ἀεροπλανοφόρον ἀπέπλευσεν ἐκ τοῦ λιμένος. ΙΟΡΔΑΝΟΙ ΠΡΟΣΦΥΓΕΣ ΑΜΜΑΝ, 10.—Χιλιάδες προσφύγων διέσχισαν τὸν Ἰορδάνην. xyxy=(1007,920,1190,1229)
gyaros-headline-2: ΕΥΧΑΡΙΣΤΟΥΝ xyxy=(478,1182,569,1198)
section-head: ΑΞΙΩΣΕΙΣ ΤΗΣ ΠΕΡΣΙΑΣ xyxy=(1416,1103,1530,1115)
gyaros-article: ΑΘΗΝΑΙ, 10.—Οἱ ἀπολυθέντες ἐκ Γυάρου εὐχαριστοῦν τὸν ὑπουργὸν κ. Παττακόν. xyxy=(432,1218,615,1254)
avli-article: ΑΘΗΝΑΙ, 10.—Ὑπὸ τῆς Αὐλῆς ἐξεδόθη τὸ ἀκόλουθον δελτίον διὰ τὴν ὑγείαν τῆς Α.Μ. xyxy=(1007,2249,1190,2285)
section-head: ΔΙΑΔΗΛΩΣΕΙΣ ΕΙΣ ΑΛΓΕΡΙΟΝ xyxy=(1029,962,1168,973)
gouras-headline-2: ΔΙΑ ΤΗΝ ΣΥΝΟΔΟΝ ΤΩΝ ΥΠΟΥΡΓΩΝ ΤΟΥ ΝΑΤΟ xyxy=(120,1781,549,1803)
avli-headline-block xyxy=(1007,2204,1190,2249)
offers-headline-2: ΕΙΣ ΤΟΝ κ. ΚΟΛΛΙΑΝ xyxy=(460,1044,587,1059)
gouras-headline-1: Ο κ. ΓΚΟΥΡΑΣ ΜΕΤΕΒΗ ΕΙΣ ΛΟΥΞΕΜΒΟΥΡΓΟΝ xyxy=(123,1761,546,1782)
section-head: ΙΟΡΔΑΝΟΙ ΠΡΟΣΦΥΓΕΣ xyxy=(1043,1190,1154,1201)
article-column-2: τὰ τελευταῖα χρόνια ἐπέδειξε πράξεις ἀντιεθνικὰς καὶ εἰς τὴν ἐπαρχίαν ἐμφανιζόμενος ὡς ἐκπρόσωπος ὀργανώσεων. Ἡ ὑπόθεσις του ἀνατέθη εἰς τὴν εἰσαγγελίαν. Ἐξ ἄλλου ἀνακοινώνεται ὅτι ἕτερα μέλη τῆς ὀργανώσεως εὑρίσκονται ὑπὸ παρακολούθησιν καὶ ἐζητήθη ἡ συνδρομὴ τῶν ἰταλικῶν ἀρχῶν, αἱ ὁποῖαι ἐδήλωσαν ὅτι θὰ ἐξετάσουν τὸ αἴτημα τῆς Ἑλληνικῆς Κυβερνήσεως μὲ κάθε προσοχήν. Ἡ ὑπόθεσις προκαλεῖ ἰδιαίτερον ἐνδιαφέρον, καθ᾽ ὅσον ἀποδεικνύει τὰς μεθόδους τῆς προπαγάνδας κατὰ τῆς Ἑλλάδος. ΜΑΚΡΟΠΡΟΘΕΣΜΟΝ ΣΧΕΔΙΟΝ ΠΑΡΙΣΙΟΙ, 10. (Ἀθην. Πρακτ.).— Μακροπρόθεσμον σχέδιον ἀναπτύξεως τῆς ἑλληνικῆς οἰκονομίας ἐπεξεργάζεται ἡ Κυβέρνησις, τὸ ὁποῖον περιλαμβάνει μέτρα διὰ τὴν ἐκβιομηχάνισιν, τὴν ἀνάπτυξιν τοῦ τουρισμοῦ καὶ τὴν βελτίωσιν τῆς γεωργικῆς παραγωγῆς. Κατὰ τὸν ὑπεύθυνον, τὸ σχέδιον θὰ ἀνακοινωθῇ ἐντὸς τῶν προσεχῶν μηνῶν, ἀφοῦ ὁλοκληρωθοῦν αἱ μελέται τῶν ἁρμοδίων ὑπηρεσιῶν καὶ ληφθοῦν ὑπ᾽ ὄψιν αἱ γνῶμαι τῶν παραγωγικῶν τάξεων. Ἰδιαιτέρα μέριμνα θὰ ληφθῇ διὰ τὰς ἐπαρχίας. xyxy=(237,188,425,605)
economy-headline-block xyxy=(1197,1545,1564,1617)
section-head: ΟΙ ΚΥΠΡΙΟΙ ΚΟΜΜΟΥΝΙΣΤΑΙ xyxy=(653,501,786,512)
lamia-headline-2: ΕΠΕΦΥΛΑΧΘΗ ΑΠΟΘΕΩΤΙΚΗ ΥΠΟΔΟΧΗ xyxy=(134,806,535,829)
section-head: ΕΚΚΛΗΣΙΣ ΤΟΥ ΑΡΕΦ xyxy=(857,1055,961,1067)
